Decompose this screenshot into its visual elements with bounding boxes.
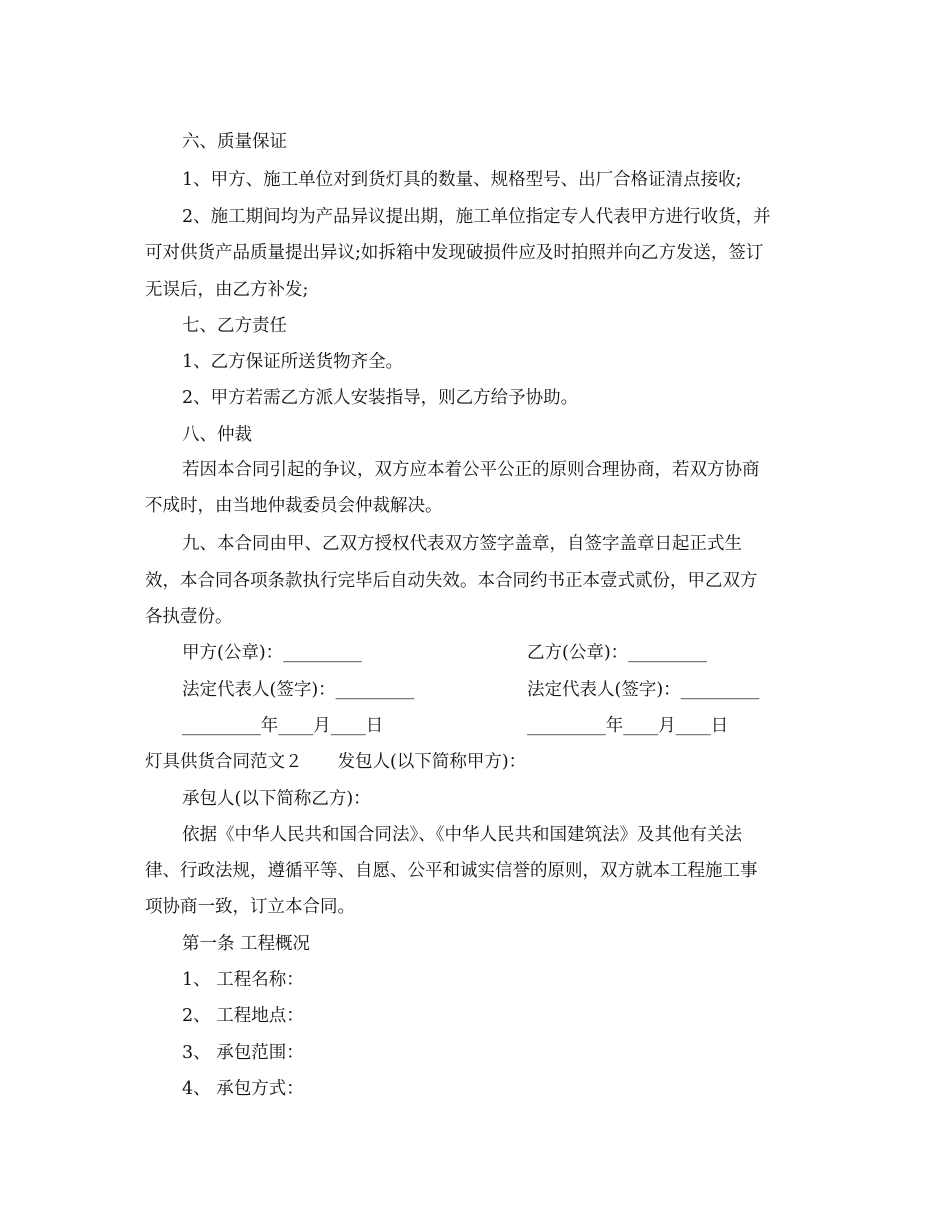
article-1-item-3: 3、 承包范围： (182, 1043, 304, 1063)
party-b-seal-field: 乙方(公章)：_________ (527, 643, 707, 663)
section-8-heading: 八、仲裁 (182, 425, 252, 445)
section-8-body-line-2: 不成时，由当地仲裁委员会仲裁解决。 (145, 496, 443, 516)
section-6-item-2-line-2: 可对供货产品质量提出异议;如拆箱中发现破损件应及时拍照并向乙方发送，签订 (145, 243, 764, 263)
contractor-line: 承包人(以下简称乙方)： (182, 789, 371, 809)
section-9-body-line-3: 各执壹份。 (145, 607, 233, 627)
party-a-seal-field: 甲方(公章)：_________ (182, 643, 362, 663)
preamble-line-2: 律、行政法规，遵循平等、自愿、公平和诚实信誉的原则，双方就本工程施工事 (145, 861, 758, 881)
section-9-body-line-2: 效，本合同各项条款执行完毕后自动失效。本合同约书正本壹式贰份，甲乙双方 (145, 571, 758, 591)
section-6-item-2-line-1: 2、施工期间均为产品异议提出期，施工单位指定专人代表甲方进行收货，并 (182, 207, 771, 227)
preamble-line-1: 依据《中华人民共和国合同法》、《中华人民共和国建筑法》及其他有关法 (182, 825, 742, 845)
preamble-line-3: 项协商一致，订立本合同。 (145, 897, 355, 917)
party-a-representative-field: 法定代表人(签字)：_________ (182, 680, 415, 700)
section-6-heading: 六、质量保证 (182, 132, 287, 152)
contract-2-title-line: 灯具供货合同范文２ 发包人(以下简称甲方)： (145, 752, 527, 772)
section-9-body-line-1: 九、本合同由甲、乙双方授权代表双方签字盖章，自签字盖章日起正式生 (182, 534, 742, 554)
section-6-item-1: 1、甲方、施工单位对到货灯具的数量、规格型号、出厂合格证清点接收; (182, 170, 742, 190)
party-b-representative-field: 法定代表人(签字)：_________ (527, 680, 760, 700)
party-b-date-field: _________年____月____日 (527, 716, 729, 736)
section-7-item-1: 1、乙方保证所送货物齐全。 (182, 352, 404, 372)
section-8-body-line-1: 若因本合同引起的争议，双方应本着公平公正的原则合理协商，若双方协商 (182, 460, 760, 480)
article-1-item-4: 4、 承包方式： (182, 1079, 304, 1099)
party-a-date-field: _________年____月____日 (182, 716, 384, 736)
section-7-item-2: 2、甲方若需乙方派人安装指导，则乙方给予协助。 (182, 388, 579, 408)
article-1-item-2: 2、 工程地点： (182, 1006, 304, 1026)
section-7-heading: 七、乙方责任 (182, 316, 287, 336)
section-6-item-2-line-3: 无误后，由乙方补发; (145, 280, 309, 300)
article-1-heading: 第一条 工程概况 (182, 934, 311, 954)
article-1-item-1: 1、 工程名称： (182, 970, 304, 990)
